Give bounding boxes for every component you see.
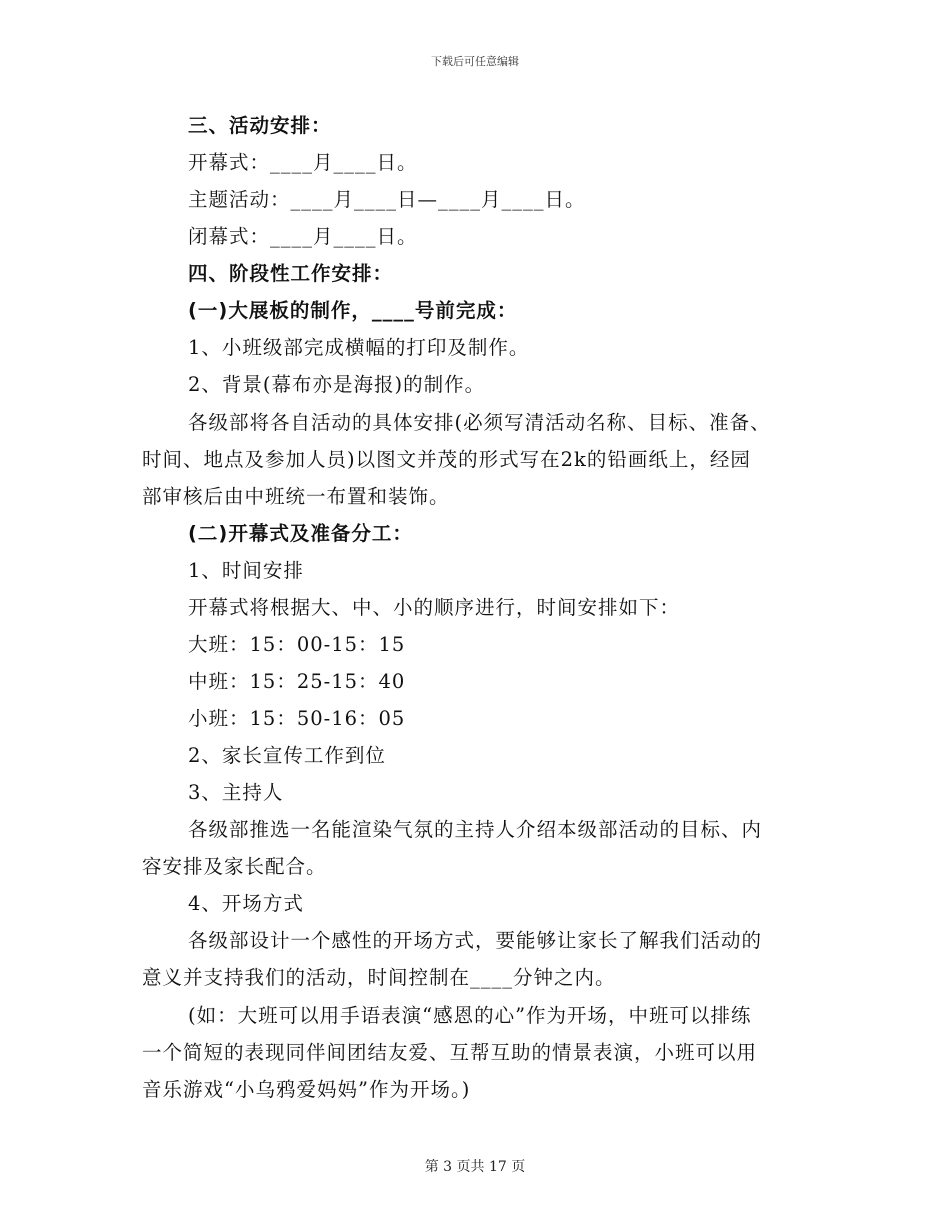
paragraph-line: 时间、地点及参加人员)以图文并茂的形式写在2k的铅画纸上，经园 (142, 448, 751, 471)
opening-ceremony-date: 开幕式：____月____日。 (188, 151, 418, 174)
list-item: 2、家长宣传工作到位 (188, 744, 386, 767)
paragraph-line: 意义并支持我们的活动，时间控制在____分钟之内。 (142, 966, 616, 989)
paragraph-line: 各级部设计一个感性的开场方式，要能够让家长了解我们活动的 (188, 929, 763, 952)
list-item: 2、背景(幕布亦是海报)的制作。 (188, 373, 486, 396)
section-heading-activity-schedule: 三、活动安排： (188, 114, 332, 137)
paragraph-line: 容安排及家长配合。 (142, 855, 327, 878)
paragraph-line: 开幕式将根据大、中、小的顺序进行，时间安排如下： (188, 596, 681, 619)
section-heading-phased-work: 四、阶段性工作安排： (188, 262, 394, 285)
schedule-large-class: 大班：15：00-15：15 (188, 633, 406, 656)
paragraph-line: 音乐游戏“小乌鸦爱妈妈”作为开场。) (142, 1078, 471, 1101)
subheading-exhibition-board: (一)大展板的制作，____号前完成： (188, 299, 518, 322)
schedule-small-class: 小班：15：50-16：05 (188, 707, 406, 730)
paragraph-line: 部审核后由中班统一布置和装饰。 (142, 485, 450, 508)
page-footer: 第 3 页共 17 页 (424, 1159, 526, 1175)
paragraph-line: (如：大班可以用手语表演“感恩的心”作为开场，中班可以排练 (188, 1004, 752, 1027)
list-item: 1、时间安排 (188, 559, 304, 582)
paragraph-line: 一个简短的表现同伴间团结友爱、互帮互助的情景表演，小班可以用 (142, 1041, 758, 1064)
list-item: 4、开场方式 (188, 892, 304, 915)
subheading-opening-preparation: (二)开幕式及准备分工： (188, 522, 413, 545)
theme-activity-date: 主题活动：____月____日—____月____日。 (188, 188, 586, 211)
paragraph-line: 各级部推选一名能渲染气氛的主持人介绍本级部活动的目标、内 (188, 818, 763, 841)
list-item: 1、小班级部完成横幅的打印及制作。 (188, 336, 530, 359)
list-item: 3、主持人 (188, 781, 284, 804)
closing-ceremony-date: 闭幕式：____月____日。 (188, 225, 418, 248)
page-header: 下载后可任意编辑 (431, 55, 519, 68)
schedule-middle-class: 中班：15：25-15：40 (188, 670, 406, 693)
paragraph-line: 各级部将各自活动的具体安排(必须写清活动名称、目标、准备、 (188, 411, 771, 434)
